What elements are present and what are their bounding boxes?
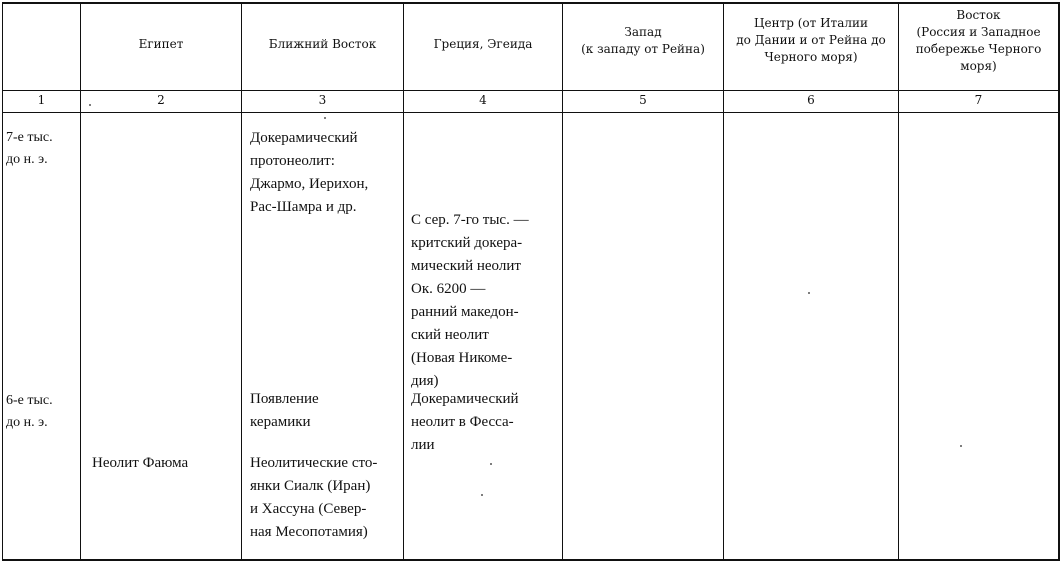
column-number-4: 4 xyxy=(479,93,487,107)
greece-thessaly-preceramic-neolithic: Докерамический неолит в Фесса- лии xyxy=(411,391,519,453)
table-bottom-border xyxy=(2,559,1060,561)
greece-cretan-macedonian-neolithic: С сер. 7-го тыс. — критский докера- мический неолит Ок. 6200 — ранний македон- ский неолит (Новая Никоме- дия) xyxy=(411,212,529,389)
column-divider-2 xyxy=(241,2,242,560)
table-left-border xyxy=(2,2,3,560)
column-divider-4 xyxy=(562,2,563,560)
column-number-3: 3 xyxy=(318,93,327,107)
header-east: Восток (Россия и Западное побережье Черного моря) xyxy=(915,8,1042,73)
column-divider-3 xyxy=(403,2,404,560)
column-divider-5 xyxy=(723,2,724,560)
scan-speck xyxy=(808,292,810,294)
number-body-divider xyxy=(2,112,1060,113)
column-number-5: 5 xyxy=(639,93,647,107)
header-west: Запад (к западу от Рейна) xyxy=(581,25,705,56)
near-east-neolithic-sites: Неолитические сто- янки Сиалк (Иран) и Хассуна (Север- ная Месопотамия) xyxy=(250,455,378,540)
egypt-fayum-neolithic: Неолит Фаюма xyxy=(92,455,189,471)
column-divider-6 xyxy=(898,2,899,560)
column-number-6: 6 xyxy=(807,93,815,107)
header-number-divider xyxy=(2,90,1060,91)
near-east-preceramic-protoneolithic: Докерамический протонеолит: Джармо, Иерихон, Рас-Шамра и др. xyxy=(250,130,369,215)
column-number-1: 1 xyxy=(37,93,46,107)
table-right-border xyxy=(1058,2,1060,560)
scan-speck xyxy=(960,445,962,447)
header-egypt: Египет xyxy=(138,37,184,51)
date-7th-millennium: 7-е тыс. до н. э. xyxy=(6,130,53,167)
near-east-appearance-of-ceramics: Появление керамики xyxy=(250,391,319,430)
header-near-east: Ближний Восток xyxy=(268,37,377,51)
date-6th-millennium: 6-е тыс. до н. э. xyxy=(6,393,53,430)
scan-speck xyxy=(89,104,91,106)
scan-speck xyxy=(481,494,483,496)
table-top-border xyxy=(2,2,1060,4)
scan-speck xyxy=(490,463,492,465)
scan-speck xyxy=(324,117,326,119)
column-number-7: 7 xyxy=(974,93,983,107)
column-number-2: 2 xyxy=(157,93,165,107)
header-greece-aegean: Греция, Эгеида xyxy=(433,37,533,51)
column-divider-1 xyxy=(80,2,81,560)
header-center: Центр (от Италии до Дании и от Рейна до Черного моря) xyxy=(736,16,886,64)
